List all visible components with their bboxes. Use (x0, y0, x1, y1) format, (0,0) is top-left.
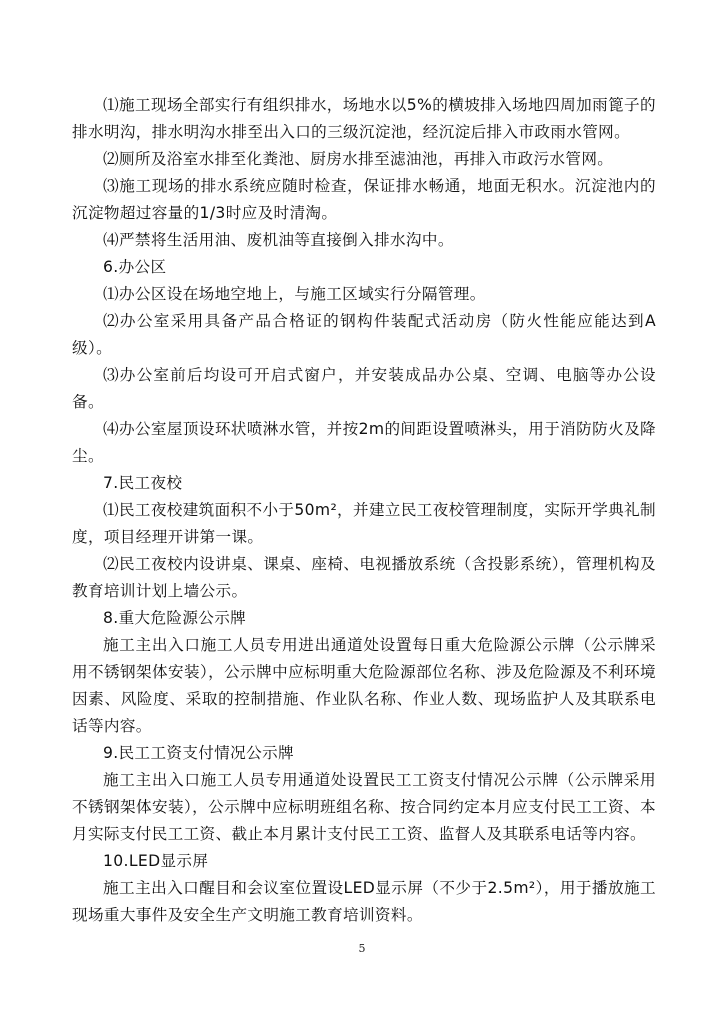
paragraph-drainage-1: ⑴施工现场全部实行有组织排水，场地水以5%的横坡排入场地四周加雨篦子的排水明沟，排水明沟水排至出入口的三级沉淀池，经沉淀后排入市政雨水管网。 (72, 96, 656, 141)
paragraph-office-3: ⑶办公室前后均设可开启式窗户，并安装成品办公桌、空调、电脑等办公设备。 (72, 366, 656, 411)
section-heading-office: 6.办公区 (103, 258, 167, 276)
paragraph-drainage-3: ⑶施工现场的排水系统应随时检查，保证排水畅通，地面无积水。沉淀池内的沉淀物超过容量的1/3时应及时清淘。 (72, 177, 656, 222)
paragraph-office-4: ⑷办公室屋顶设环状喷淋水管，并按2m的间距设置喷淋头，用于消防防火及降尘。 (72, 420, 656, 465)
document-body (72, 92, 656, 929)
paragraph-wage-board: 施工主出入口施工人员专用通道处设置民工工资支付情况公示牌（公示牌采用不锈钢架体安装），公示牌中应标明班组名称、按合同约定本月应支付民工工资、本月实际支付民工工资、截止本月累计支付民工工资、监督人及其联系电话等内容。 (72, 771, 656, 843)
paragraph-office-2: ⑵办公室采用具备产品合格证的钢构件装配式活动房（防火性能应能达到A级）。 (72, 312, 656, 357)
paragraph-drainage-4: ⑷严禁将生活用油、废机油等直接倒入排水沟中。 (103, 231, 454, 249)
section-heading-led-screen: 10.LED显示屏 (103, 852, 209, 870)
paragraph-office-1: ⑴办公区设在场地空地上，与施工区域实行分隔管理。 (103, 285, 486, 303)
paragraph-led-screen: 施工主出入口醒目和会议室位置设LED显示屏（不少于2.5m²），用于播放施工现场重大事件及安全生产文明施工教育培训资料。 (72, 879, 656, 924)
paragraph-night-school-2: ⑵民工夜校内设讲桌、课桌、座椅、电视播放系统（含投影系统），管理机构及教育培训计划上墙公示。 (72, 555, 656, 600)
section-heading-wage-board: 9.民工工资支付情况公示牌 (103, 744, 294, 762)
section-heading-hazard-board: 8.重大危险源公示牌 (103, 609, 247, 627)
paragraph-drainage-2: ⑵厕所及浴室水排至化粪池、厨房水排至滤油池，再排入市政污水管网。 (103, 150, 614, 168)
paragraph-hazard-board: 施工主出入口施工人员专用进出通道处设置每日重大危险源公示牌（公示牌采用不锈钢架体安装），公示牌中应标明重大危险源部位名称、涉及危险源及不利环境因素、风险度、采取的控制措施、作业队名称、作业人数、现场监护人及其联系电话等内容。 (72, 636, 656, 735)
paragraph-night-school-1: ⑴民工夜校建筑面积不小于50m²，并建立民工夜校管理制度，实际开学典礼制度，项目经理开讲第一课。 (72, 501, 656, 546)
section-heading-night-school: 7.民工夜校 (103, 474, 183, 492)
page-number: 5 (358, 942, 366, 955)
